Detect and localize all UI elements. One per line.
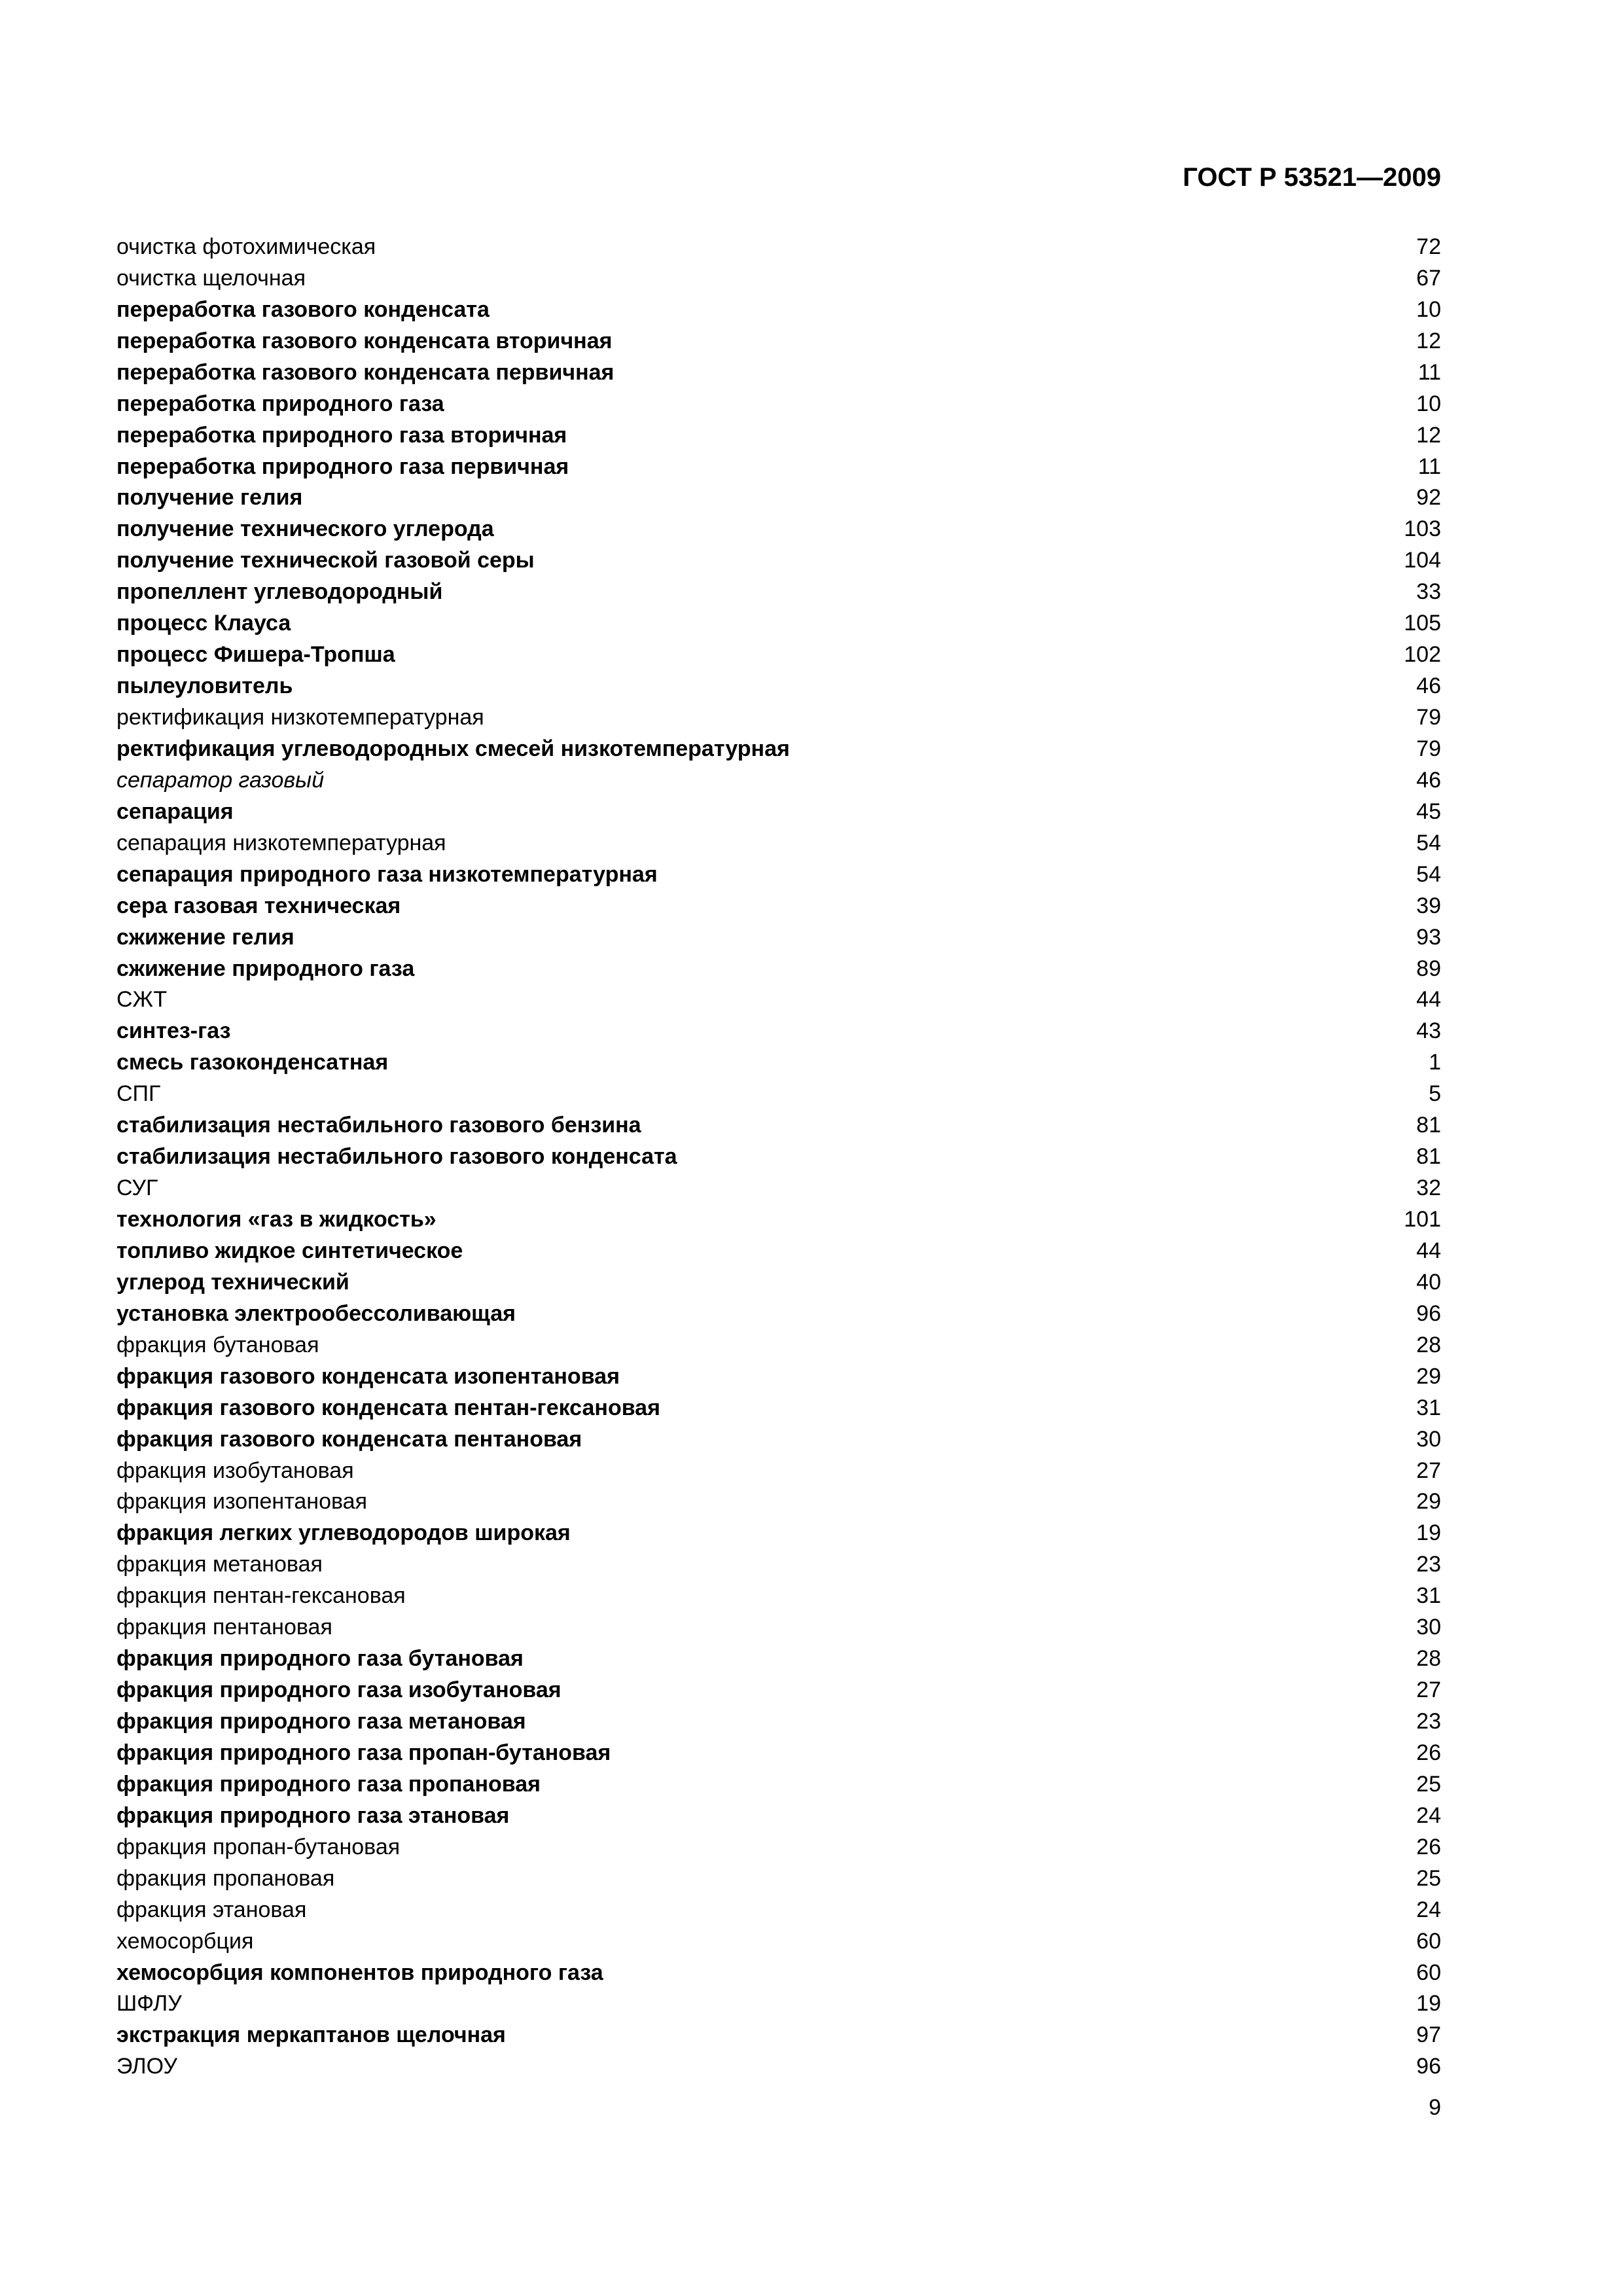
index-entry	[116, 2051, 1441, 2082]
index-term: процесс Фишера-Тропша	[116, 642, 395, 668]
index-page-reference: 12	[1416, 422, 1441, 448]
index-term: фракция природного газа изобутановая	[116, 1677, 562, 1703]
index-entry	[116, 1015, 1441, 1047]
index-term: фракция природного газа этановая	[116, 1803, 510, 1828]
index-term: переработка газового конденсата вторичная	[116, 328, 613, 353]
index-entry	[116, 639, 1441, 670]
index-page-reference: 25	[1416, 1865, 1441, 1891]
index-entry	[116, 1361, 1441, 1392]
index-term: фракция легких углеводородов широкая	[116, 1520, 571, 1546]
index-term: сепарация	[116, 798, 234, 824]
index-term: хемосорбция компонентов природного газа	[116, 1960, 603, 1985]
index-entry	[116, 702, 1441, 733]
index-entry	[116, 1172, 1441, 1204]
index-term: переработка газового конденсата	[116, 296, 490, 322]
index-page-reference: 79	[1416, 736, 1441, 761]
index-term: технология «газ в жидкость»	[116, 1207, 437, 1232]
index-page-reference: 11	[1418, 454, 1441, 479]
index-page-reference: 60	[1416, 1928, 1441, 1954]
index-term: фракция пентан-гексановая	[116, 1583, 406, 1609]
index-page-reference: 26	[1416, 1740, 1441, 1765]
index-page-reference: 97	[1416, 2022, 1441, 2048]
index-entry	[116, 1863, 1441, 1894]
index-entry	[116, 325, 1441, 357]
index-entry	[116, 1266, 1441, 1298]
index-page-reference: 27	[1416, 1458, 1441, 1483]
index-page-reference: 40	[1416, 1269, 1441, 1295]
index-term: пропеллент углеводородный	[116, 579, 443, 605]
index-term: получение технического углерода	[116, 516, 494, 542]
index-page-reference: 67	[1416, 265, 1441, 291]
index-page-reference: 29	[1416, 1489, 1441, 1515]
index-page-reference: 29	[1416, 1363, 1441, 1389]
index-entry	[116, 1800, 1441, 1831]
index-entry	[116, 1549, 1441, 1580]
alphabetical-index-list	[116, 231, 1441, 2082]
index-page-reference: 25	[1416, 1771, 1441, 1797]
index-entry	[116, 1424, 1441, 1455]
index-page-reference: 79	[1416, 705, 1441, 730]
index-entry	[116, 859, 1441, 890]
index-term: получение гелия	[116, 485, 303, 511]
index-entry	[116, 262, 1441, 294]
index-term: переработка природного газа первичная	[116, 454, 569, 479]
index-page-reference: 19	[1416, 1991, 1441, 2017]
index-term: экстракция меркаптанов щелочная	[116, 2022, 506, 2048]
index-page-reference: 81	[1416, 1144, 1441, 1170]
index-term: фракция бутановая	[116, 1332, 319, 1357]
index-entry	[116, 2019, 1441, 2051]
index-term: фракция газового конденсата пентановая	[116, 1426, 582, 1452]
index-entry	[116, 1455, 1441, 1486]
index-term: фракция этановая	[116, 1897, 307, 1922]
index-page-reference: 81	[1416, 1113, 1441, 1138]
index-page-reference: 54	[1416, 830, 1441, 855]
index-entry	[116, 922, 1441, 953]
index-page-reference: 11	[1418, 359, 1441, 385]
index-entry	[116, 1047, 1441, 1078]
index-page-reference: 44	[1416, 1238, 1441, 1263]
index-entry	[116, 1706, 1441, 1737]
index-page-reference: 10	[1416, 296, 1441, 322]
index-term: СУГ	[116, 1175, 158, 1201]
index-page-reference: 28	[1416, 1332, 1441, 1357]
index-page-reference: 33	[1416, 579, 1441, 605]
index-entry	[116, 1109, 1441, 1141]
index-entry	[116, 827, 1441, 859]
index-page-reference: 72	[1416, 234, 1441, 259]
index-page-reference: 32	[1416, 1175, 1441, 1201]
index-page-reference: 28	[1416, 1646, 1441, 1672]
index-page-reference: 103	[1404, 516, 1441, 542]
index-entry	[116, 545, 1441, 576]
index-page-reference: 1	[1429, 1050, 1441, 1075]
index-page-reference: 31	[1416, 1583, 1441, 1609]
index-entry	[116, 1957, 1441, 1988]
index-entry	[116, 764, 1441, 796]
index-entry	[116, 670, 1441, 702]
index-term: стабилизация нестабильного газового бензина	[116, 1113, 641, 1138]
index-entry	[116, 1768, 1441, 1800]
index-page-reference: 24	[1416, 1897, 1441, 1922]
index-page-reference: 24	[1416, 1803, 1441, 1828]
index-entry	[116, 953, 1441, 984]
index-page-reference: 96	[1416, 1300, 1441, 1326]
index-page-reference: 10	[1416, 391, 1441, 416]
index-term: фракция природного газа пропан-бутановая	[116, 1740, 611, 1765]
index-term: ЭЛОУ	[116, 2054, 177, 2079]
index-page-reference: 30	[1416, 1615, 1441, 1640]
index-term: стабилизация нестабильного газового конденсата	[116, 1144, 677, 1170]
index-page-reference: 46	[1416, 767, 1441, 793]
index-term: фракция пентановая	[116, 1615, 332, 1640]
index-entry	[116, 796, 1441, 827]
index-term: ректификация низкотемпературная	[116, 705, 484, 730]
index-entry	[116, 231, 1441, 262]
index-term: смесь газоконденсатная	[116, 1050, 389, 1075]
index-entry	[116, 607, 1441, 639]
index-entry	[116, 1298, 1441, 1329]
index-entry	[116, 420, 1441, 451]
index-entry	[116, 1392, 1441, 1424]
index-entry	[116, 1204, 1441, 1235]
index-page-reference: 26	[1416, 1834, 1441, 1859]
index-entry	[116, 984, 1441, 1016]
index-page-reference: 31	[1416, 1395, 1441, 1420]
index-entry	[116, 1486, 1441, 1518]
page-number: 9	[1429, 2095, 1441, 2120]
index-entry	[116, 1329, 1441, 1361]
index-page-reference: 60	[1416, 1960, 1441, 1985]
index-term: переработка природного газа вторичная	[116, 422, 567, 448]
index-page-reference: 101	[1404, 1207, 1441, 1232]
index-term: фракция метановая	[116, 1552, 323, 1577]
index-page-reference: 93	[1416, 924, 1441, 950]
index-entry	[116, 1988, 1441, 2020]
index-page-reference: 45	[1416, 798, 1441, 824]
index-term: сера газовая техническая	[116, 893, 401, 918]
index-entry	[116, 576, 1441, 607]
index-term: переработка природного газа	[116, 391, 444, 416]
index-entry	[116, 1141, 1441, 1172]
index-entry	[116, 1580, 1441, 1611]
index-term: топливо жидкое синтетическое	[116, 1238, 463, 1263]
index-term: сжижение гелия	[116, 924, 294, 950]
index-page-reference: 23	[1416, 1709, 1441, 1734]
index-page-reference: 12	[1416, 328, 1441, 353]
index-page-reference: 104	[1404, 548, 1441, 573]
index-entry	[116, 294, 1441, 325]
index-term: ректификация углеводородных смесей низкотемпературная	[116, 736, 790, 761]
index-term: фракция природного газа пропановая	[116, 1771, 541, 1797]
index-page-reference: 54	[1416, 861, 1441, 887]
index-term: переработка газового конденсата первичная	[116, 359, 615, 385]
index-page-reference: 105	[1404, 611, 1441, 636]
index-entry	[116, 1894, 1441, 1926]
index-term: пылеуловитель	[116, 673, 293, 699]
index-term: очистка фотохимическая	[116, 234, 376, 259]
index-term: СЖТ	[116, 987, 168, 1013]
index-term: установка электрообессоливающая	[116, 1300, 516, 1326]
index-page-reference: 89	[1416, 956, 1441, 981]
index-term: фракция пропановая	[116, 1865, 335, 1891]
index-page-reference: 30	[1416, 1426, 1441, 1452]
index-term: фракция природного газа бутановая	[116, 1646, 524, 1672]
index-entry	[116, 1643, 1441, 1674]
index-entry	[116, 890, 1441, 922]
index-entry	[116, 451, 1441, 482]
index-page-reference: 44	[1416, 987, 1441, 1013]
index-term: углерод технический	[116, 1269, 349, 1295]
index-term: очистка щелочная	[116, 265, 306, 291]
index-entry	[116, 1611, 1441, 1643]
index-page-reference: 27	[1416, 1677, 1441, 1703]
index-entry	[116, 1926, 1441, 1957]
index-term: фракция изобутановая	[116, 1458, 354, 1483]
index-page-reference: 102	[1404, 642, 1441, 668]
index-page-reference: 39	[1416, 893, 1441, 918]
index-page-reference: 92	[1416, 485, 1441, 511]
index-entry	[116, 1517, 1441, 1549]
index-entry	[116, 733, 1441, 764]
index-term: фракция природного газа метановая	[116, 1709, 526, 1734]
index-term: сепаратор газовый	[116, 767, 325, 793]
index-entry	[116, 357, 1441, 388]
index-term: фракция изопентановая	[116, 1489, 367, 1515]
index-page-reference: 5	[1429, 1081, 1441, 1107]
index-term: сепарация природного газа низкотемпературная	[116, 861, 658, 887]
index-term: СПГ	[116, 1081, 161, 1107]
index-term: ШФЛУ	[116, 1991, 182, 2017]
index-entry	[116, 1831, 1441, 1863]
index-page-reference: 19	[1416, 1520, 1441, 1546]
index-term: фракция пропан-бутановая	[116, 1834, 401, 1859]
index-entry	[116, 1078, 1441, 1109]
index-page-reference: 46	[1416, 673, 1441, 699]
index-entry	[116, 388, 1441, 420]
index-page-reference: 43	[1416, 1018, 1441, 1044]
index-term: фракция газового конденсата изопентановая	[116, 1363, 620, 1389]
index-entry	[116, 482, 1441, 514]
index-entry	[116, 1235, 1441, 1266]
index-term: фракция газового конденсата пентан-гексановая	[116, 1395, 660, 1420]
index-term: получение технической газовой серы	[116, 548, 535, 573]
document-header-title: ГОСТ Р 53521—2009	[1183, 163, 1441, 192]
index-entry	[116, 1737, 1441, 1768]
index-page-reference: 96	[1416, 2054, 1441, 2079]
index-term: сжижение природного газа	[116, 956, 415, 981]
index-entry	[116, 513, 1441, 545]
index-term: синтез-газ	[116, 1018, 231, 1044]
index-entry	[116, 1674, 1441, 1706]
index-page-reference: 23	[1416, 1552, 1441, 1577]
index-term: сепарация низкотемпературная	[116, 830, 446, 855]
index-term: хемосорбция	[116, 1928, 254, 1954]
index-term: процесс Клауса	[116, 611, 291, 636]
